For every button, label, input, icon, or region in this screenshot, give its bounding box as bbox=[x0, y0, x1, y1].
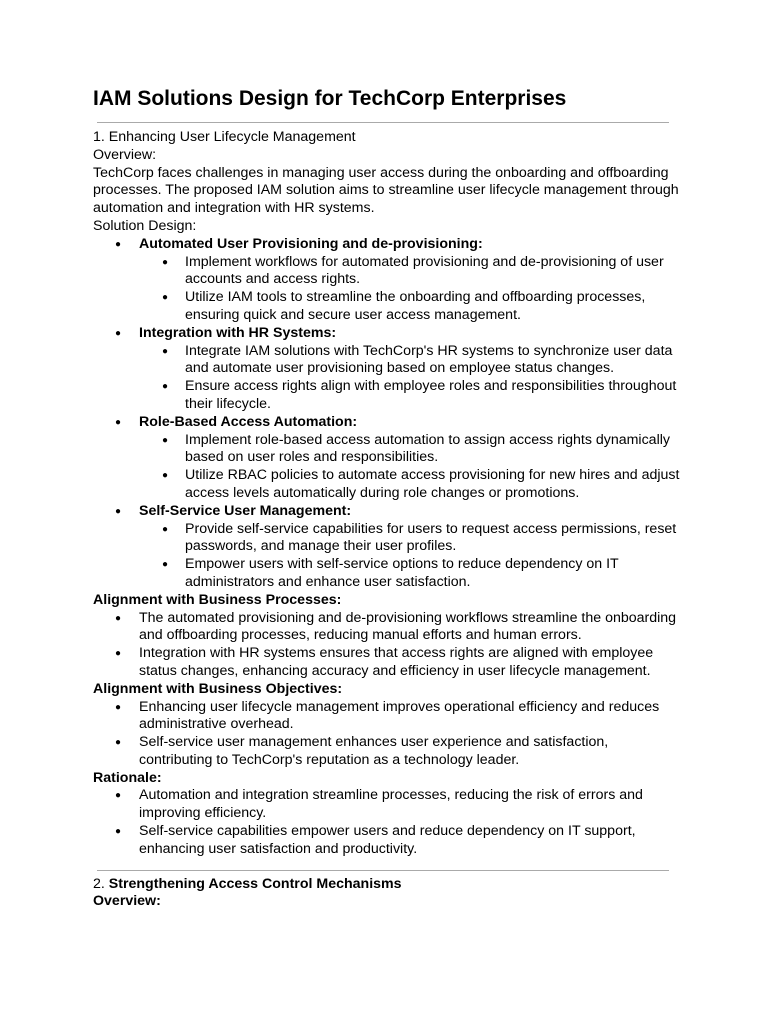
section-1-heading: 1. Enhancing User Lifecycle Management bbox=[93, 129, 356, 145]
design-subpoint: ● Provide self-service capabilities for users to request access permissions, reset passwords, and manage their user profiles. bbox=[93, 521, 683, 557]
business-processes-label: Alignment with Business Processes: bbox=[93, 591, 342, 608]
section-2-overview-label: Overview: bbox=[93, 893, 161, 910]
design-item bbox=[93, 325, 683, 414]
list-item: ● Automation and integration streamline processes, reducing the risk of errors and improving efficiency. bbox=[93, 787, 683, 823]
rationale-label: Rationale: bbox=[93, 769, 162, 786]
list-item: ● Self-service user management enhances user experience and satisfaction, contributing to TechCorp's reputation as a technology leader. bbox=[93, 734, 683, 770]
horizontal-rule bbox=[97, 122, 669, 123]
solution-design-label: Solution Design: bbox=[93, 217, 197, 234]
overview-label: Overview: bbox=[93, 146, 157, 163]
design-subpoints bbox=[139, 343, 683, 414]
solution-design-list bbox=[93, 236, 683, 592]
design-subpoint: ● Utilize IAM tools to streamline the onboarding and offboarding processes, ensuring quick and secure user access management. bbox=[93, 289, 683, 325]
design-item bbox=[93, 503, 683, 592]
design-subpoints bbox=[139, 432, 683, 503]
horizontal-rule bbox=[97, 870, 669, 871]
business-objectives-label: Alignment with Business Objectives: bbox=[93, 680, 343, 697]
design-subpoint: ● Ensure access rights align with employee roles and responsibilities throughout their lifecycle. bbox=[93, 378, 683, 414]
rationale-list bbox=[93, 787, 683, 858]
overview-text: TechCorp faces challenges in managing user access during the onboarding and offboarding processes. The proposed IAM solution aims to streamline user lifecycle management through automation and integration with HR systems. bbox=[93, 164, 679, 217]
business-objectives-list bbox=[93, 699, 683, 770]
design-subpoint: ● Implement role-based access automation to assign access rights dynamically based on user roles and responsibilities. bbox=[93, 432, 683, 468]
design-item-title: Self-Service User Management: bbox=[139, 502, 352, 519]
list-item: ● The automated provisioning and de-provisioning workflows streamline the onboarding and offboarding processes, reducing manual efforts and human errors. bbox=[93, 610, 683, 646]
list-item: ● Enhancing user lifecycle management improves operational efficiency and reduces administrative overhead. bbox=[93, 699, 683, 735]
section-2-number: 2. bbox=[93, 875, 105, 892]
design-subpoint: ● Integrate IAM solutions with TechCorp's HR systems to synchronize user data and automate user provisioning based on employee status changes. bbox=[93, 343, 683, 379]
design-item bbox=[93, 236, 683, 325]
design-item-title: Role-Based Access Automation: bbox=[139, 413, 358, 430]
design-subpoints bbox=[139, 521, 683, 592]
business-processes-list bbox=[93, 610, 683, 681]
design-item-title: Automated User Provisioning and de-provisioning: bbox=[139, 235, 483, 252]
list-item: ● Self-service capabilities empower users and reduce dependency on IT support, enhancing user satisfaction and productivity. bbox=[93, 823, 683, 859]
section-2-heading bbox=[93, 876, 683, 894]
list-item: ● Integration with HR systems ensures that access rights are aligned with employee status changes, enhancing accuracy and efficiency in user lifecycle management. bbox=[93, 645, 683, 681]
design-subpoints bbox=[139, 254, 683, 325]
document-body bbox=[93, 86, 683, 911]
section-2-title: Strengthening Access Control Mechanisms bbox=[108, 875, 402, 892]
design-subpoint: ● Utilize RBAC policies to automate access provisioning for new hires and adjust access levels automatically during role changes or promotions. bbox=[93, 467, 683, 503]
design-item bbox=[93, 414, 683, 503]
design-subpoint: ● Empower users with self-service options to reduce dependency on IT administrators and enhance user satisfaction. bbox=[93, 556, 683, 592]
document-title: IAM Solutions Design for TechCorp Enterprises bbox=[93, 87, 567, 110]
design-item-title: Integration with HR Systems: bbox=[139, 324, 337, 341]
design-subpoint: ● Implement workflows for automated provisioning and de-provisioning of user accounts and access rights. bbox=[93, 254, 683, 290]
